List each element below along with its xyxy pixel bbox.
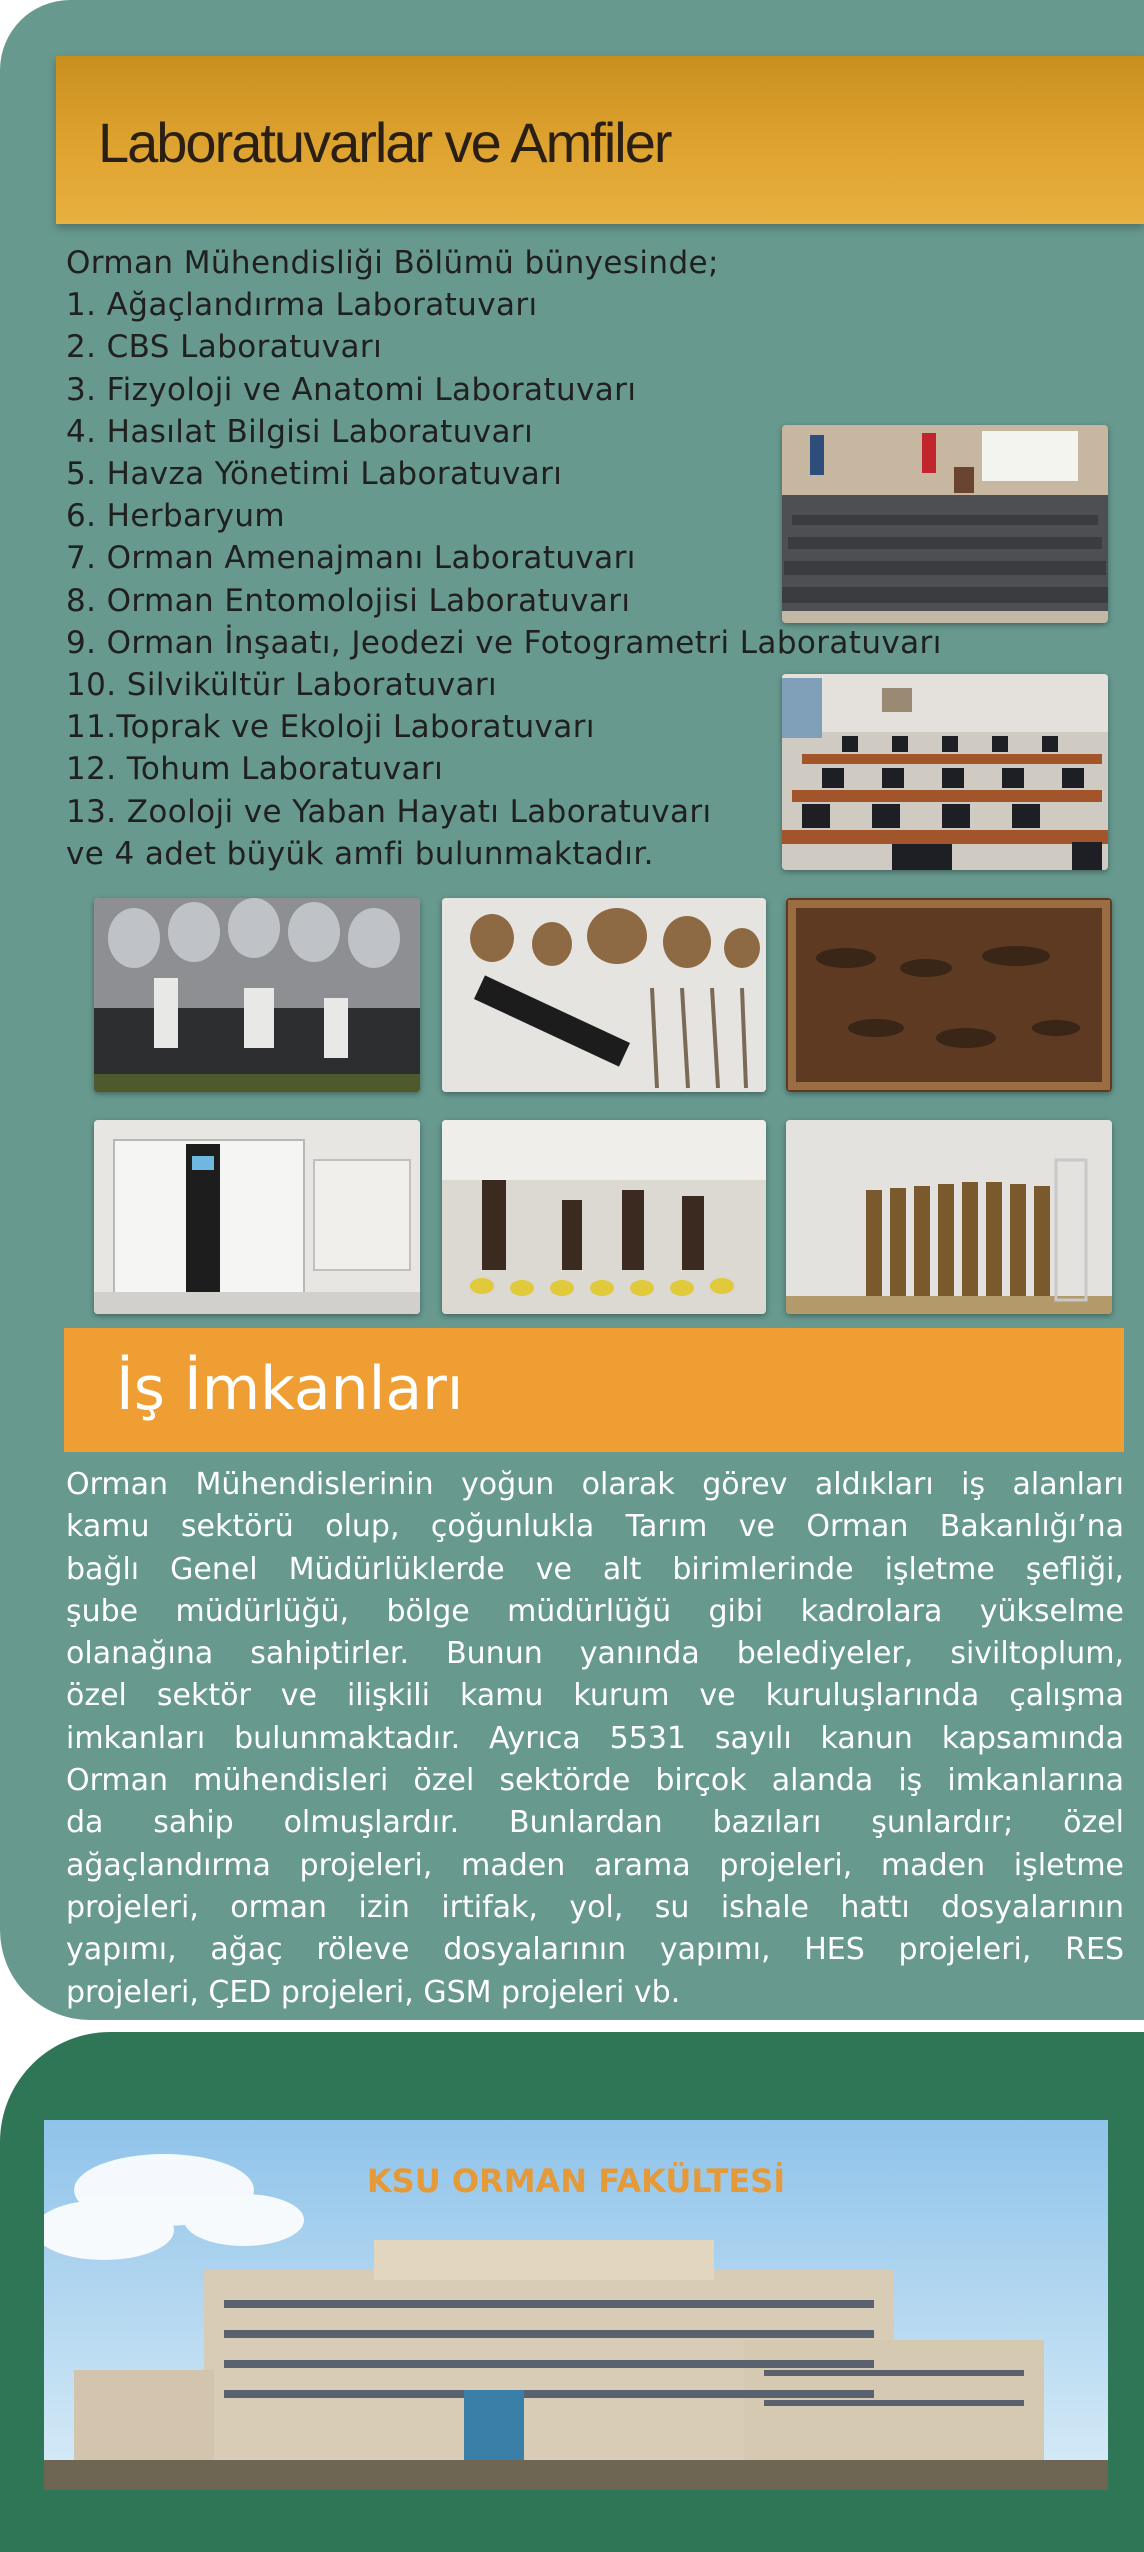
campus-photo [44,2120,1108,2490]
chemistry-lab-photo [442,1120,766,1314]
jobs-header [64,1328,1124,1452]
amphitheater-photo [782,425,1108,623]
jobs-line: özel sektör ve ilişkili kamu kurum ve kuruluşlarında çalışma [66,1678,1124,1714]
microscope-lab-photo [94,898,420,1092]
labs-list-item: 2. CBS Laboratuvarı [66,329,383,366]
labs-list-item: 12. Tohum Laboratuvarı [66,751,444,788]
jobs-line: ağaçlandırma projeleri, maden arama projeleri, maden işletme [66,1847,1124,1883]
labs-closing-line: ve 4 adet büyük amfi bulunmaktadır. [66,835,654,872]
computer-lab-photo [782,674,1108,870]
jobs-line: şube müdürlüğü, bölge müdürlüğü gibi kadrolara yükselme [66,1593,1124,1629]
jobs-line: bağlı Genel Müdürlüklerde ve alt birimlerinde işletme şefliği, [66,1551,1124,1587]
jobs-line: kamu sektörü olup, çoğunlukla Tarım ve Orman Bakanlığı’na [66,1509,1124,1545]
labs-list-item: 9. Orman İnşaatı, Jeodezi ve Fotogrametri Laboratuvarı [66,624,942,661]
labs-list-item: 8. Orman Entomolojisi Laboratuvarı [66,582,631,619]
tree-samples-photo [442,898,766,1092]
labs-list-item: 10. Silvikültür Laboratuvarı [66,667,498,704]
jobs-line: Orman Mühendislerinin yoğun olarak görev aldıkları iş alanları [66,1467,1124,1502]
labs-list-item: 5. Havza Yönetimi Laboratuvarı [66,456,563,493]
labs-header [56,56,1144,224]
jobs-title: İş İmkanları [116,1354,464,1424]
labs-intro-line: Orman Mühendisliği Bölümü bünyesinde; [66,245,719,281]
oven-photo [94,1120,420,1314]
jobs-paragraph [66,1464,1124,2014]
jobs-line: da sahip olmuşlardır. Bunlardan bazıları şunlardır; özel [66,1805,1124,1841]
labs-list-item: 6. Herbaryum [66,498,285,535]
jobs-line: projeleri, ÇED projeleri, GSM projeleri vb. [66,1974,681,2010]
insect-collection-photo [786,898,1112,1092]
jobs-line: projeleri, orman izin irtifak, yol, su ishale hattı dosyalarının [66,1889,1124,1925]
labs-list-item: 7. Orman Amenajmanı Laboratuvarı [66,540,636,577]
labs-list-item: 13. Zooloji ve Yaban Hayatı Laboratuvarı [66,793,712,830]
labs-list-item: 3. Fizyoloji ve Anatomi Laboratuvarı [66,371,637,408]
jobs-line: Orman mühendisleri özel sektörde birçok alanda iş imkanlarına [66,1763,1124,1799]
labs-title: Laboratuvarlar ve Amfiler [98,111,671,174]
jobs-line: olanağına sahiptirler. Bunun yanında belediyeler, siviltoplum, [66,1636,1124,1672]
campus-title: KSU ORMAN FAKÜLTESİ [366,2162,786,2200]
jobs-line: imkanları bulunmaktadır. Ayrıca 5531 sayılı kanun kapsamında [66,1720,1124,1756]
jobs-line: yapımı, ağaç röleve dosyalarının yapımı, HES projeleri, RES [66,1932,1124,1968]
soil-columns-photo [786,1120,1112,1314]
labs-list-item: 11.Toprak ve Ekoloji Laboratuvarı [66,709,595,746]
labs-list-item: 1. Ağaçlandırma Laboratuvarı [66,287,538,324]
labs-list-item: 4. Hasılat Bilgisi Laboratuvarı [66,413,534,450]
